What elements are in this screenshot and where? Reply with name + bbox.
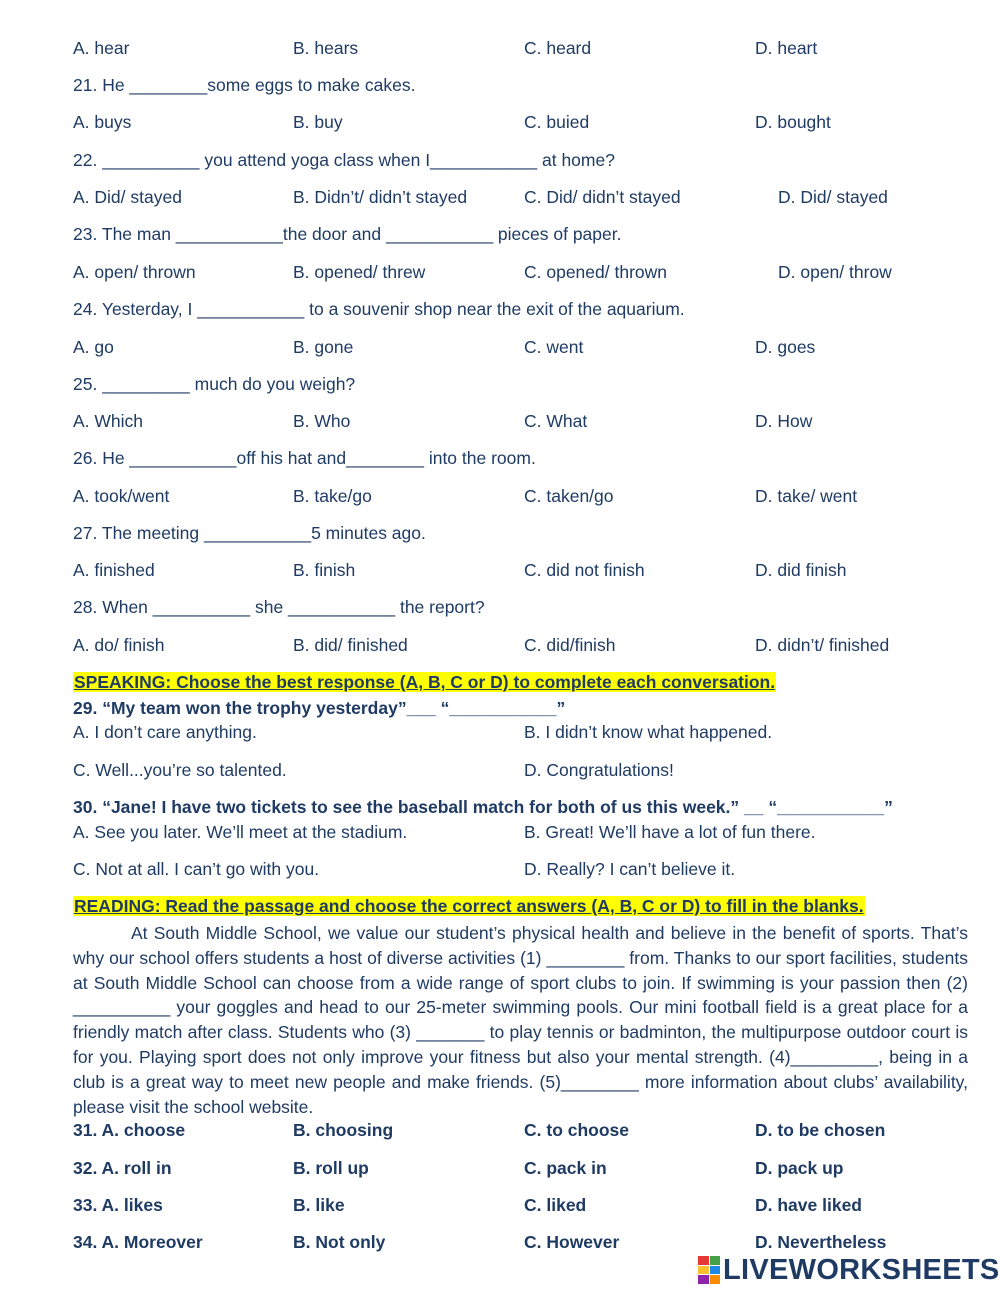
q29-option-d[interactable]: D. Congratulations! <box>524 760 674 780</box>
q28-options <box>0 635 1000 659</box>
q26-option-c[interactable]: C. taken/go <box>524 486 614 506</box>
q34-option-c[interactable]: C. However <box>524 1232 620 1252</box>
q26-option-a[interactable]: A. took/went <box>73 486 170 506</box>
q24-question: 24. Yesterday, I ___________ to a souvenir shop near the exit of the aquarium. <box>73 299 685 319</box>
liveworksheets-logo[interactable] <box>698 1252 1000 1288</box>
q22-question: 22. __________ you attend yoga class when I___________ at home? <box>73 150 615 170</box>
reading-heading-text: READING: Read the passage and choose the correct answers (A, B, C or D) to fill in the blanks. <box>74 896 864 916</box>
q27-option-d[interactable]: D. did finish <box>755 560 847 580</box>
q31-options <box>0 1120 1000 1144</box>
q22-option-c[interactable]: C. Did/ didn’t stayed <box>524 187 681 207</box>
reading-passage-text: At South Middle School, we value our student’s physical health and believe in the benefit of sports. That’s why our school offers students a host of diverse activities (1) ________ from. Thanks to our sport facilities, students at South Middle School can choose from a wide range of sport clubs to join. If swimming is your passion then (2) __________ your goggles and head to our 25-meter swimming pools. Our mini football field is a great place for a friendly match after class. Students who (3) _______ to play tennis or badminton, the multipurpose outdoor court is for you. Playing sport does not only improve your fitness but also your mental strength. (4)_________, being in a club is a great way to meet new people and make friends. (5)________ more information about clubs’ availability, please visit the school website. <box>73 923 968 1117</box>
q20-option-b[interactable]: B. hears <box>293 38 359 58</box>
q25-options <box>0 411 1000 435</box>
q22-option-a[interactable]: A. Did/ stayed <box>73 187 182 207</box>
q33-option-a[interactable]: 33. A. likes <box>73 1195 163 1215</box>
q23-option-b[interactable]: B. opened/ threw <box>293 262 426 282</box>
q26-question: 26. He ___________off his hat and________ into the room. <box>73 448 536 468</box>
q22-option-d[interactable]: D. Did/ stayed <box>778 187 888 207</box>
q25-question: 25. _________ much do you weigh? <box>73 374 356 394</box>
q26-options <box>0 486 1000 510</box>
q26-option-d[interactable]: D. take/ went <box>755 486 858 506</box>
q28-option-c[interactable]: C. did/finish <box>524 635 616 655</box>
q22-option-b[interactable]: B. Didn’t/ didn’t stayed <box>293 187 468 207</box>
q27-question: 27. The meeting ___________5 minutes ago. <box>73 523 426 543</box>
q27-options <box>0 560 1000 584</box>
q24-option-d[interactable]: D. goes <box>755 337 816 357</box>
q21-option-c[interactable]: C. buied <box>524 112 590 132</box>
q27-option-a[interactable]: A. finished <box>73 560 155 580</box>
speaking-heading-text: SPEAKING: Choose the best response (A, B, C or D) to complete each conversation. <box>74 672 776 692</box>
q20-option-d[interactable]: D. heart <box>755 38 818 58</box>
q25-option-a[interactable]: A. Which <box>73 411 144 431</box>
q20-options <box>0 38 1000 62</box>
q29-options-row2 <box>0 760 1000 784</box>
q32-options <box>0 1158 1000 1182</box>
q20-option-c[interactable]: C. heard <box>524 38 592 58</box>
q34-option-a[interactable]: 34. A. Moreover <box>73 1232 203 1252</box>
logo-block <box>710 1256 721 1265</box>
q29-option-c[interactable]: C. Well...you’re so talented. <box>73 760 287 780</box>
q30-option-d[interactable]: D. Really? I can’t believe it. <box>524 859 736 879</box>
speaking-section-heading <box>73 672 776 693</box>
q30-option-a[interactable]: A. See you later. We’ll meet at the stadium. <box>73 822 408 842</box>
reading-passage <box>73 921 968 1119</box>
q33-option-c[interactable]: C. liked <box>524 1195 587 1215</box>
q32-option-b[interactable]: B. roll up <box>293 1158 369 1178</box>
q21-options <box>0 112 1000 136</box>
q23-question: 23. The man ___________the door and ___________ pieces of paper. <box>73 224 622 244</box>
q31-option-c[interactable]: C. to choose <box>524 1120 630 1140</box>
q25-option-d[interactable]: D. How <box>755 411 813 431</box>
q21-option-a[interactable]: A. buys <box>73 112 132 132</box>
q24-option-c[interactable]: C. went <box>524 337 584 357</box>
q32-option-d[interactable]: D. pack up <box>755 1158 844 1178</box>
q29-options-row1 <box>0 722 1000 746</box>
q32-option-a[interactable]: 32. A. roll in <box>73 1158 172 1178</box>
q28-question: 28. When __________ she ___________ the report? <box>73 597 485 617</box>
q28-option-d[interactable]: D. didn’t/ finished <box>755 635 890 655</box>
q30-option-c[interactable]: C. Not at all. I can’t go with you. <box>73 859 320 879</box>
q21-question: 21. He ________some eggs to make cakes. <box>73 75 416 95</box>
q33-option-d[interactable]: D. have liked <box>755 1195 862 1215</box>
q32-option-c[interactable]: C. pack in <box>524 1158 607 1178</box>
q24-option-a[interactable]: A. go <box>73 337 114 357</box>
q28-option-a[interactable]: A. do/ finish <box>73 635 165 655</box>
q34-option-d[interactable]: D. Nevertheless <box>755 1232 887 1252</box>
q23-options <box>0 262 1000 286</box>
q21-option-d[interactable]: D. bought <box>755 112 831 132</box>
logo-block <box>710 1275 721 1284</box>
q33-option-b[interactable]: B. like <box>293 1195 345 1215</box>
q23-option-d[interactable]: D. open/ throw <box>778 262 892 282</box>
q30-options-row2 <box>0 859 1000 883</box>
q30-question: 30. “Jane! I have two tickets to see the baseball match for both of us this week.” __ “___________” <box>73 797 893 817</box>
q25-option-b[interactable]: B. Who <box>293 411 351 431</box>
q24-option-b[interactable]: B. gone <box>293 337 354 357</box>
q31-option-a[interactable]: 31. A. choose <box>73 1120 186 1140</box>
q21-option-b[interactable]: B. buy <box>293 112 343 132</box>
logo-block <box>698 1275 709 1284</box>
q24-options <box>0 337 1000 361</box>
q29-option-a[interactable]: A. I don’t care anything. <box>73 722 257 742</box>
q34-option-b[interactable]: B. Not only <box>293 1232 386 1252</box>
q20-option-a[interactable]: A. hear <box>73 38 130 58</box>
q25-option-c[interactable]: C. What <box>524 411 588 431</box>
q27-option-c[interactable]: C. did not finish <box>524 560 645 580</box>
q28-option-b[interactable]: B. did/ finished <box>293 635 408 655</box>
q22-options <box>0 187 1000 211</box>
q31-option-d[interactable]: D. to be chosen <box>755 1120 886 1140</box>
logo-block <box>698 1266 709 1275</box>
q31-option-b[interactable]: B. choosing <box>293 1120 394 1140</box>
q26-option-b[interactable]: B. take/go <box>293 486 372 506</box>
reading-section-heading <box>73 896 865 917</box>
q30-option-b[interactable]: B. Great! We’ll have a lot of fun there. <box>524 822 816 842</box>
q27-option-b[interactable]: B. finish <box>293 560 356 580</box>
q23-option-a[interactable]: A. open/ thrown <box>73 262 196 282</box>
q29-question: 29. “My team won the trophy yesterday”___ “___________” <box>73 698 566 718</box>
logo-block <box>698 1256 709 1265</box>
logo-block <box>710 1266 721 1275</box>
q30-options-row1 <box>0 822 1000 846</box>
liveworksheets-logo-text: LIVEWORKSHEETS <box>723 1253 1000 1286</box>
q23-option-c[interactable]: C. opened/ thrown <box>524 262 668 282</box>
q29-option-b[interactable]: B. I didn’t know what happened. <box>524 722 773 742</box>
liveworksheets-logo-icon <box>698 1256 720 1284</box>
q33-options <box>0 1195 1000 1219</box>
